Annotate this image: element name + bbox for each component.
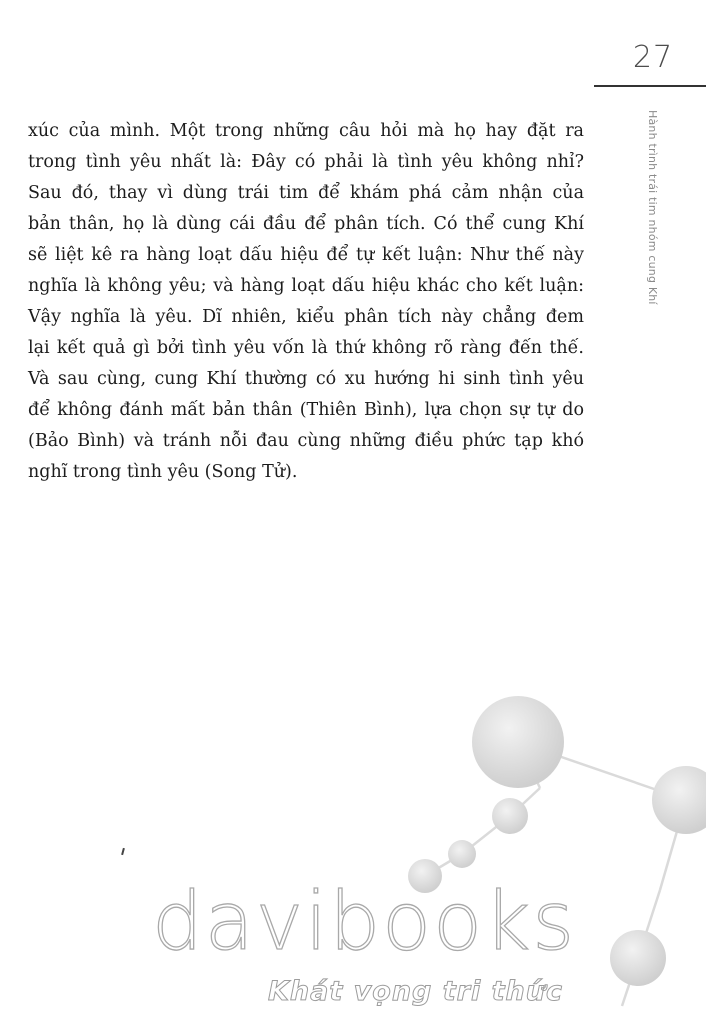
- text-line: bản thân, họ là dùng cái đầu để phân tích. Có thể cung Khí: [28, 214, 584, 234]
- brand-watermark: davibooks: [152, 875, 577, 968]
- header-rule: [594, 85, 706, 87]
- text-line: nghĩ trong tình yêu (Song Tử).: [28, 462, 298, 482]
- text-line: Và sau cùng, cung Khí thường có xu hướng hi sinh tình yêu: [28, 369, 584, 389]
- text-line: Vậy nghĩa là yêu. Dĩ nhiên, kiểu phân tích này chẳng đem: [28, 307, 584, 327]
- brand-tagline: Khát vọng tri thức: [268, 976, 564, 1007]
- constellation-node: [472, 696, 564, 788]
- text-line: trong tình yêu nhất là: Đây có phải là tình yêu không nhỉ?: [28, 152, 584, 172]
- text-line: xúc của mình. Một trong những câu hỏi mà họ hay đặt ra: [28, 121, 584, 141]
- text-line: để không đánh mất bản thân (Thiên Bình), lựa chọn sự tự do: [28, 400, 584, 420]
- constellation-node: [652, 766, 706, 834]
- text-line: nghĩa là không yêu; và hàng loạt dấu hiệu khác cho kết luận:: [28, 276, 584, 296]
- text-line: lại kết quả gì bởi tình yêu vốn là thứ không rõ ràng đến thế.: [28, 338, 584, 358]
- constellation-node: [610, 930, 666, 986]
- constellation-decoration: [380, 680, 706, 1020]
- body-paragraph: [28, 116, 584, 488]
- constellation-node: [448, 840, 476, 868]
- page-number: 27: [632, 40, 674, 75]
- text-line: Sau đó, thay vì dùng trái tim để khám phá cảm nhận của: [28, 183, 584, 203]
- constellation-node: [492, 798, 528, 834]
- text-line: (Bảo Bình) và tránh nỗi đau cùng những điều phức tạp khó: [28, 431, 584, 451]
- stray-ink-mark: [121, 848, 125, 855]
- running-head: Hành trình trái tim nhóm cung Khí: [646, 110, 659, 305]
- text-line: sẽ liệt kê ra hàng loạt dấu hiệu để tự kết luận: Như thế này: [28, 245, 584, 265]
